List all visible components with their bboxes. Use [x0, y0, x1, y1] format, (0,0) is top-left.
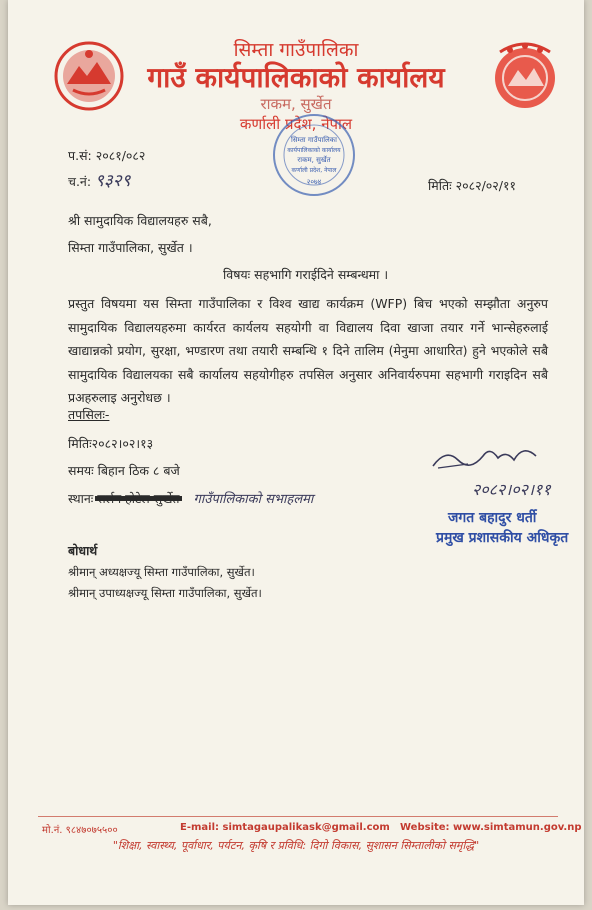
stamp-line-1: सिम्ता गाउँपालिका [291, 136, 337, 144]
stamp-line-2: कार्यपालिकाको कार्यालय [287, 147, 341, 154]
footer-phone: मो.नं. ९८४७०७५५०० [42, 825, 118, 836]
venue-label: स्थानः [68, 491, 94, 506]
cc-heading: बोधार्थ [68, 543, 98, 558]
stamp-year: २०७४ [306, 178, 322, 186]
date-label: मितिः [428, 178, 452, 193]
recipient-line-1: श्री सामुदायिक विद्यालयहरु सबै, [68, 213, 212, 228]
cc-line-2: श्रीमान् उपाध्यक्षज्यू सिम्ता गाउँपालिका, सुर्खेत। [68, 586, 262, 600]
date-value: २०८२/०२/११ [455, 178, 517, 193]
details-time: समयः बिहान ठिक ८ बजे [68, 463, 180, 478]
office-location: राकम, सुर्खेत [260, 95, 332, 113]
footer-motto: "शिक्षा, स्वास्थ्य, पूर्वाधार, पर्यटन, कृषि र प्रविधि: दिगो विकास, सुशासन सिम्तालीको समृद्धि" [112, 839, 480, 852]
footer-website: Website: www.simtamun.gov.np [400, 822, 582, 833]
signed-date: २०८२।०२।११ [472, 480, 551, 499]
strikethrough-mark [95, 496, 181, 501]
venue-handwritten: गाउँपालिकाको सभाहलमा [193, 492, 314, 507]
letter-page [8, 0, 584, 905]
signatory-name: जगत बहादुर धर्ती [448, 510, 537, 526]
stamp-line-4: कर्णाली प्रदेश, नेपाल [291, 167, 337, 174]
cc-line-1: श्रीमान् अध्यक्षज्यू सिम्ता गाउँपालिका, सुर्खेत। [68, 565, 255, 579]
stamp-line-3: राकम, सुर्खेत [297, 156, 331, 164]
recipient-line-2: सिम्ता गाउँपालिका, सुर्खेत । [68, 240, 193, 255]
reference-number: प.सं: २०८१/०८२ [68, 148, 146, 163]
office-stamp [271, 112, 357, 198]
municipality-name: सिम्ता गाउँपालिका [233, 39, 359, 61]
venue-struck [97, 490, 179, 507]
footer-divider [38, 816, 558, 817]
signatory-title: प्रमुख प्रशासकीय अधिकृत [436, 530, 569, 546]
details-date: मितिः२०८२।०२।१३ [68, 436, 154, 451]
subject-line: विषयः सहभागि गराईदिने सम्बन्धमा । [223, 267, 389, 282]
dispatch-number: ९३२९ [95, 171, 131, 191]
office-province: कर्णाली प्रदेश, नेपाल [239, 115, 353, 133]
footer-email: E-mail: simtagaupalikask@gmail.com [180, 822, 390, 833]
dispatch-label: च.नं: [68, 174, 92, 189]
details-heading: तपसिलः- [68, 407, 110, 422]
signature-mark [428, 438, 548, 478]
letter-body: प्रस्तुत विषयमा यस सिम्ता गाउँपालिका र विश्व खाद्य कार्यक्रम (WFP) बिच भएको सम्झौता अनुरुप सामुदायिक विद्यालयहरुमा कार्यरत कार्यलय सहयोगी वा विद्यालय दिवा खाजा तयार गर्ने भान्सेहरुलाई खाद्यान्नको प्रयोग, सुरक्षा, भण्डारण तथा तयारी सम्बन्धि १ दिने तालिम (मेनुमा आधारित) हुने भएकोले सबै सामुदायिक विद्यालयका सबै कार्यालय सहयोगीहरु तपसिल अनुसार अनिवार्यरुपमा सहभागी गराइदिन सबै प्रअहरुलाइ अनुरोधछ । [68, 296, 548, 405]
letter-date [428, 177, 516, 194]
dispatch-line [68, 168, 130, 191]
office-name: गाउँ कार्यपालिकाको कार्यालय [147, 61, 445, 94]
details-venue [68, 489, 313, 507]
